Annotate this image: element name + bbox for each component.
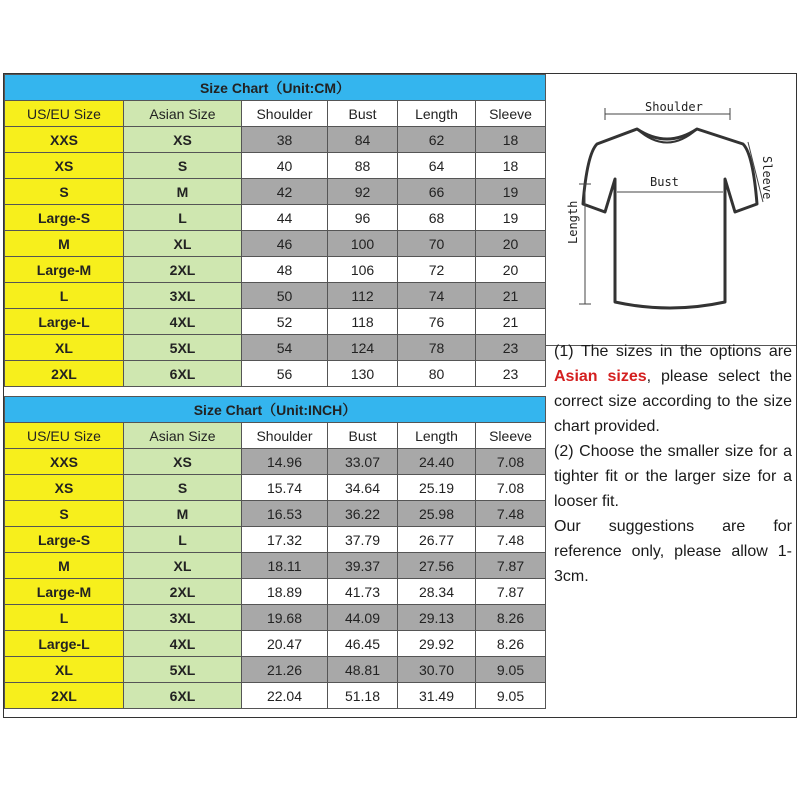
measurement-cell: 7.87 [476,553,546,579]
measurement-cell: 7.08 [476,449,546,475]
measurement-cell: 40 [242,153,328,179]
measurement-cell: 118 [328,309,398,335]
column-header: Asian Size [124,101,242,127]
measurement-cell: 7.48 [476,527,546,553]
asian-size-cell: L [124,205,242,231]
measurement-cell: 18.89 [242,579,328,605]
us-eu-size-cell: 2XL [5,683,124,709]
measurement-cell: 72 [398,257,476,283]
us-eu-size-cell: 2XL [5,361,124,387]
column-header: US/EU Size [5,101,124,127]
us-eu-size-cell: XXS [5,449,124,475]
measurement-cell: 84 [328,127,398,153]
measurement-cell: 18.11 [242,553,328,579]
measurement-cell: 46.45 [328,631,398,657]
us-eu-size-cell: M [5,553,124,579]
measurement-cell: 66 [398,179,476,205]
column-header: US/EU Size [5,423,124,449]
table-row [5,553,546,579]
bust-label: Bust [650,175,679,189]
size-notes [554,339,792,589]
measurement-cell: 21 [476,309,546,335]
column-header: Asian Size [124,423,242,449]
note-asian-sizes: (1) The sizes in the options are Asian sizes, please select the correct size according to the size chart provided. [554,343,792,435]
measurement-cell: 18 [476,153,546,179]
measurement-cell: 27.56 [398,553,476,579]
measurement-cell: 48.81 [328,657,398,683]
measurement-cell: 19 [476,205,546,231]
us-eu-size-cell: Large-S [5,205,124,231]
measurement-cell: 26.77 [398,527,476,553]
length-label: Length [566,200,580,244]
sleeve-label: Sleeve [760,156,774,200]
table-row [5,501,546,527]
column-header: Sleeve [476,101,546,127]
measurement-cell: 19.68 [242,605,328,631]
table-row [5,179,546,205]
measurement-cell: 31.49 [398,683,476,709]
measurement-cell: 64 [398,153,476,179]
asian-size-cell: 6XL [124,683,242,709]
us-eu-size-cell: S [5,179,124,205]
measurement-cell: 34.64 [328,475,398,501]
us-eu-size-cell: Large-S [5,527,124,553]
table-row [5,605,546,631]
measurement-cell: 23 [476,361,546,387]
table-row [5,153,546,179]
table-row [5,205,546,231]
measurement-cell: 7.87 [476,579,546,605]
measurement-cell: 20 [476,257,546,283]
measurement-cell: 9.05 [476,683,546,709]
table-row [5,449,546,475]
us-eu-size-cell: XXS [5,127,124,153]
measurement-cell: 130 [328,361,398,387]
column-header: Length [398,101,476,127]
table-row [5,257,546,283]
measurement-cell: 24.40 [398,449,476,475]
measurement-cell: 21.26 [242,657,328,683]
asian-size-cell: 4XL [124,631,242,657]
table-row [5,631,546,657]
us-eu-size-cell: Large-L [5,309,124,335]
table-row [5,231,546,257]
measurement-cell: 51.18 [328,683,398,709]
us-eu-size-cell: M [5,231,124,257]
cm-size-table [4,74,546,387]
measurement-cell: 78 [398,335,476,361]
asian-size-cell: 2XL [124,257,242,283]
table-row [5,127,546,153]
measurement-cell: 50 [242,283,328,309]
measurement-cell: 29.92 [398,631,476,657]
us-eu-size-cell: XS [5,475,124,501]
measurement-cell: 76 [398,309,476,335]
measurement-cell: 36.22 [328,501,398,527]
measurement-cell: 106 [328,257,398,283]
measurement-cell: 44 [242,205,328,231]
measurement-cell: 22.04 [242,683,328,709]
asian-size-cell: 4XL [124,309,242,335]
asian-size-cell: S [124,153,242,179]
shoulder-label: Shoulder [645,100,703,114]
measurement-cell: 41.73 [328,579,398,605]
measurement-cell: 19 [476,179,546,205]
column-header: Bust [328,101,398,127]
column-header: Length [398,423,476,449]
table-row [5,283,546,309]
measurement-cell: 18 [476,127,546,153]
measurement-cell: 8.26 [476,631,546,657]
measurement-cell: 7.08 [476,475,546,501]
asian-size-cell: 2XL [124,579,242,605]
table-row [5,335,546,361]
measurement-cell: 37.79 [328,527,398,553]
measurement-cell: 39.37 [328,553,398,579]
measurement-cell: 38 [242,127,328,153]
measurement-cell: 42 [242,179,328,205]
measurement-cell: 33.07 [328,449,398,475]
asian-size-cell: 3XL [124,605,242,631]
measurement-cell: 92 [328,179,398,205]
measurement-cell: 68 [398,205,476,231]
note-fit-choice: (2) Choose the smaller size for a tighter fit or the larger size for a looser fit. [554,443,792,510]
size-chart-page [3,73,797,718]
measurement-cell: 8.26 [476,605,546,631]
measurement-cell: 56 [242,361,328,387]
measurement-cell: 80 [398,361,476,387]
measurement-cell: 16.53 [242,501,328,527]
table-title: Size Chart（Unit:CM） [5,75,546,101]
measurement-cell: 124 [328,335,398,361]
us-eu-size-cell: XS [5,153,124,179]
note-reference: Our suggestions are for reference only, please allow 1-3cm. [554,518,792,585]
us-eu-size-cell: XL [5,657,124,683]
table-row [5,657,546,683]
us-eu-size-cell: L [5,605,124,631]
table-row [5,579,546,605]
asian-size-cell: XS [124,449,242,475]
measurement-cell: 9.05 [476,657,546,683]
measurement-cell: 25.19 [398,475,476,501]
measurement-cell: 23 [476,335,546,361]
asian-size-cell: M [124,501,242,527]
measurement-cell: 17.32 [242,527,328,553]
table-row [5,527,546,553]
table-row [5,309,546,335]
measurement-cell: 70 [398,231,476,257]
table-row [5,683,546,709]
measurement-cell: 74 [398,283,476,309]
table-row [5,475,546,501]
us-eu-size-cell: XL [5,335,124,361]
asian-size-cell: 6XL [124,361,242,387]
measurement-cell: 52 [242,309,328,335]
tshirt-diagram [545,74,796,345]
asian-size-cell: XS [124,127,242,153]
measurement-cell: 29.13 [398,605,476,631]
measurement-cell: 25.98 [398,501,476,527]
asian-size-cell: XL [124,231,242,257]
tshirt-outline [583,129,757,308]
measurement-cell: 112 [328,283,398,309]
asian-sizes-highlight: Asian sizes [554,368,647,385]
asian-size-cell: 3XL [124,283,242,309]
us-eu-size-cell: S [5,501,124,527]
measurement-cell: 28.34 [398,579,476,605]
measurement-cell: 46 [242,231,328,257]
measurement-cell: 100 [328,231,398,257]
measurement-cell: 54 [242,335,328,361]
asian-size-cell: L [124,527,242,553]
table-title: Size Chart（Unit:INCH） [5,397,546,423]
asian-size-cell: S [124,475,242,501]
asian-size-cell: M [124,179,242,205]
asian-size-cell: 5XL [124,657,242,683]
measurement-cell: 30.70 [398,657,476,683]
measurement-cell: 7.48 [476,501,546,527]
measurement-cell: 44.09 [328,605,398,631]
table-row [5,361,546,387]
measurement-cell: 62 [398,127,476,153]
column-header: Shoulder [242,423,328,449]
asian-size-cell: 5XL [124,335,242,361]
measurement-cell: 20 [476,231,546,257]
column-header: Bust [328,423,398,449]
inch-size-table [4,396,546,709]
asian-size-cell: XL [124,553,242,579]
measurement-cell: 96 [328,205,398,231]
column-header: Shoulder [242,101,328,127]
measurement-cell: 15.74 [242,475,328,501]
measurement-cell: 48 [242,257,328,283]
measurement-cell: 21 [476,283,546,309]
us-eu-size-cell: Large-L [5,631,124,657]
us-eu-size-cell: L [5,283,124,309]
us-eu-size-cell: Large-M [5,579,124,605]
measurement-cell: 88 [328,153,398,179]
column-header: Sleeve [476,423,546,449]
us-eu-size-cell: Large-M [5,257,124,283]
measurement-cell: 20.47 [242,631,328,657]
measurement-cell: 14.96 [242,449,328,475]
tshirt-measurement-illustration [545,74,796,346]
